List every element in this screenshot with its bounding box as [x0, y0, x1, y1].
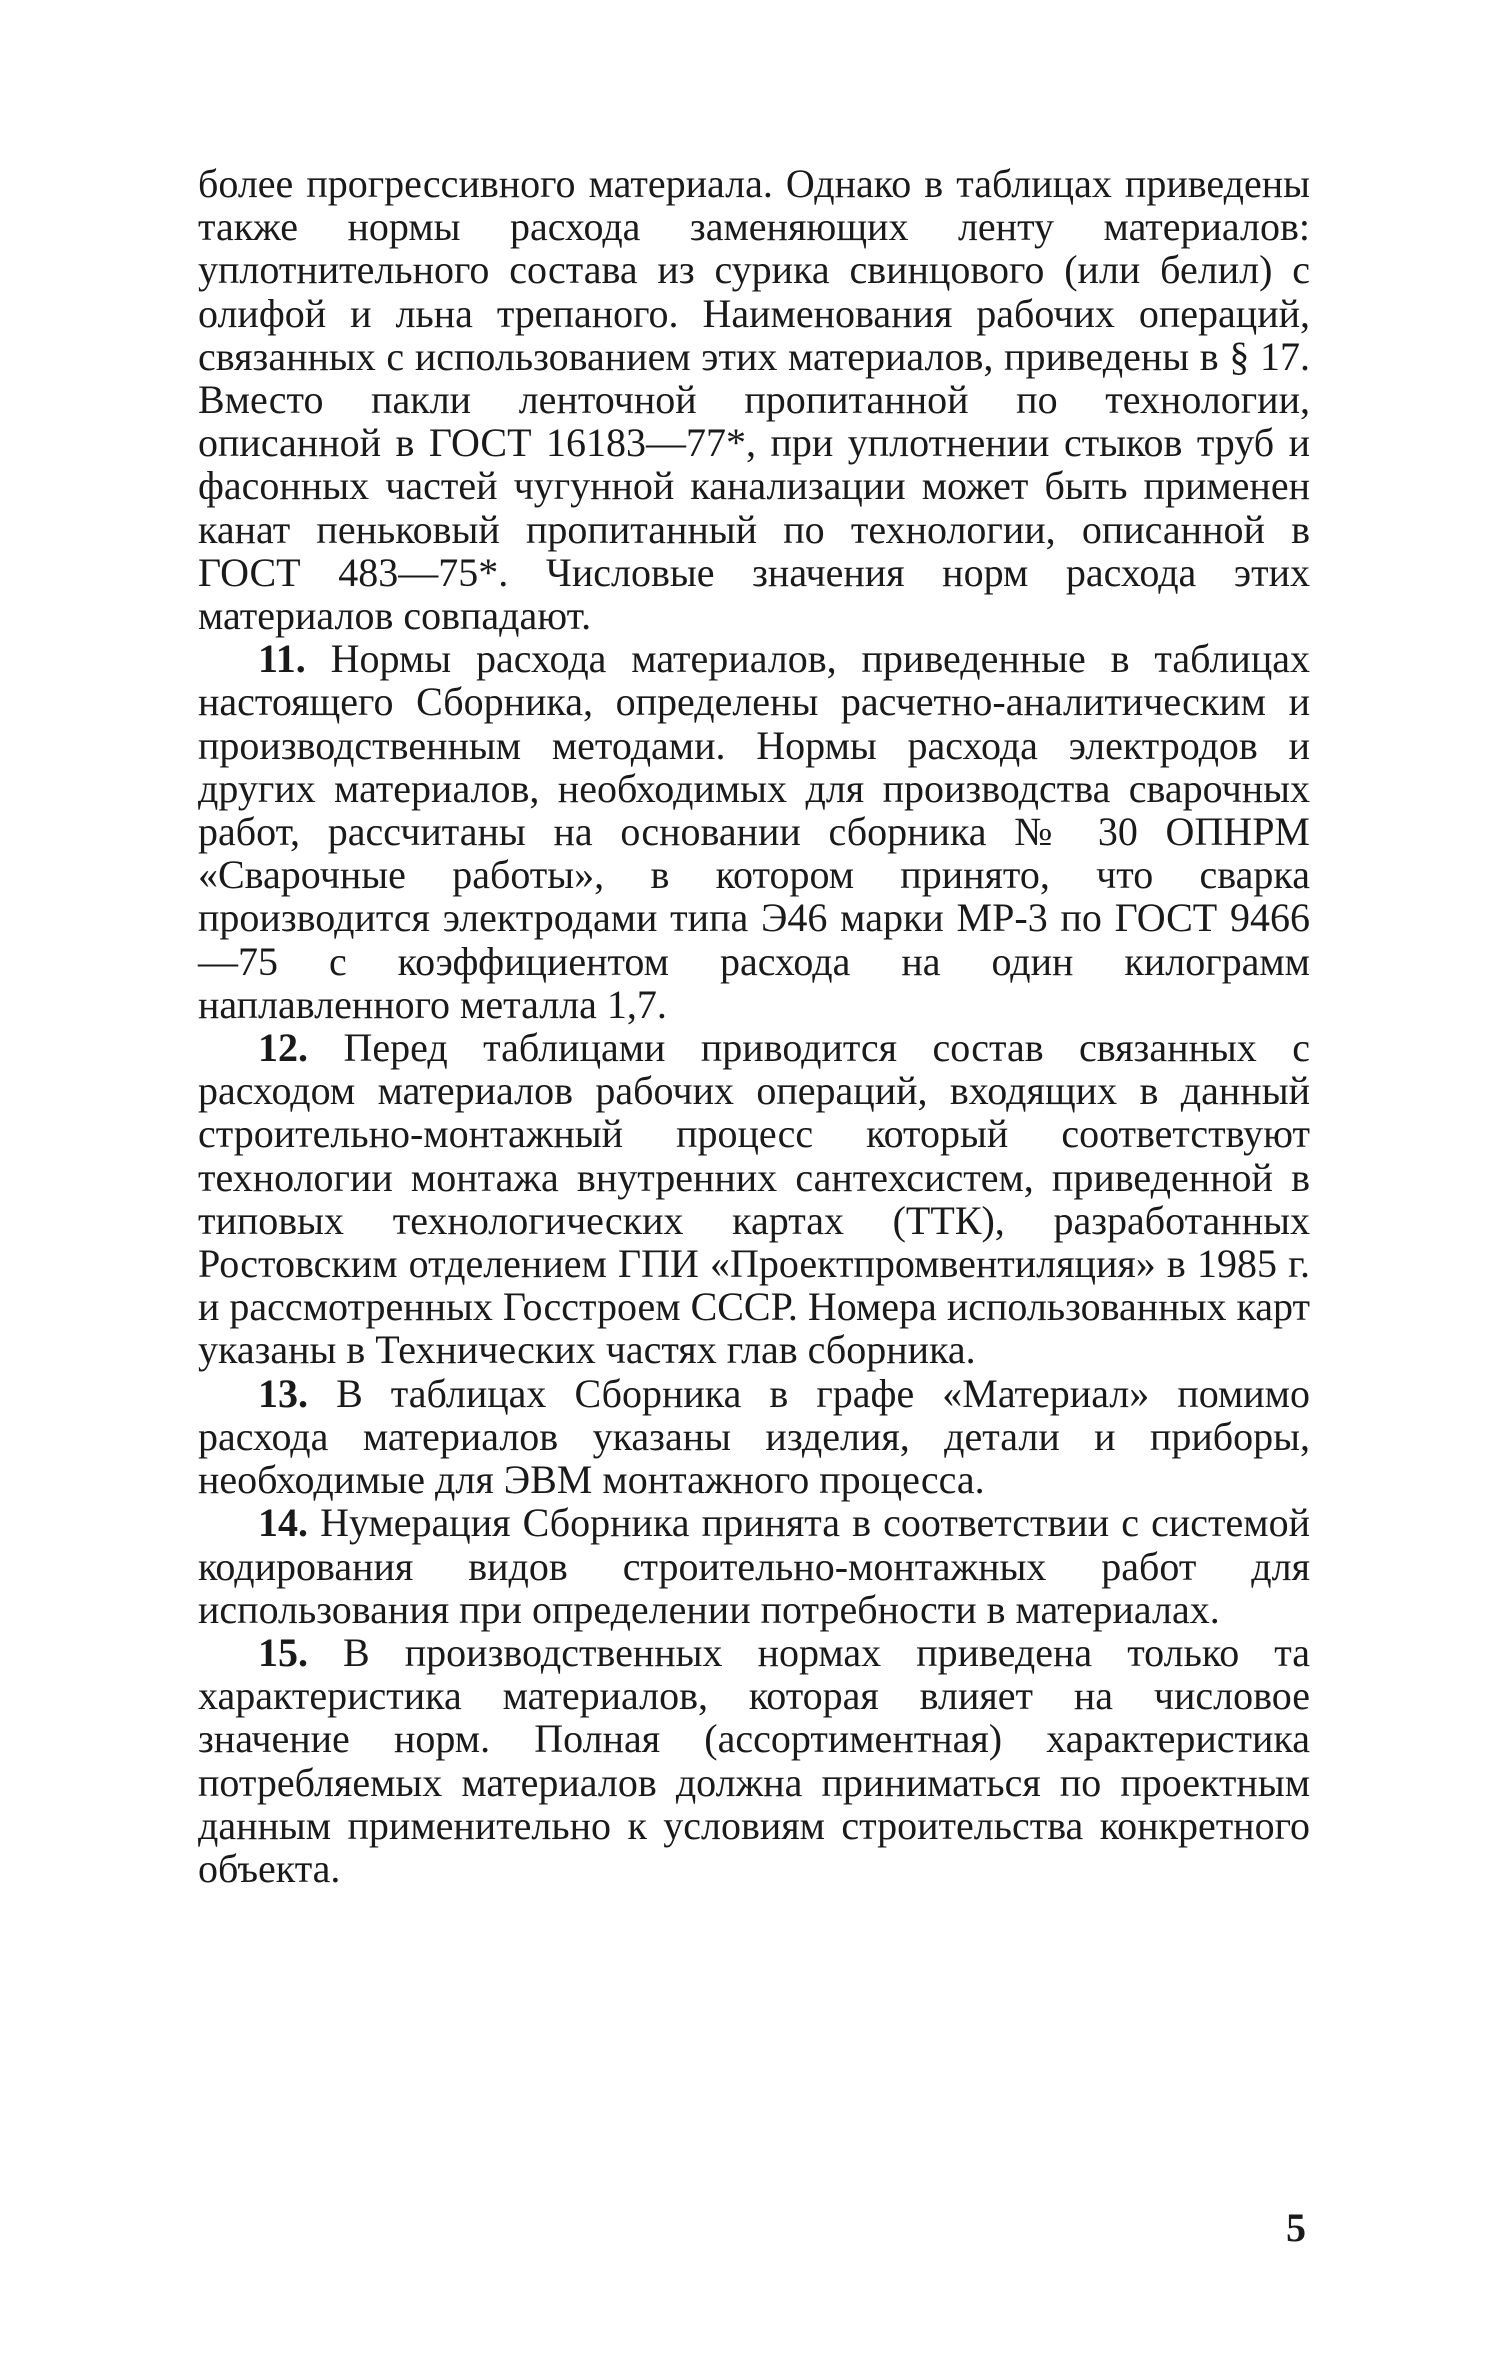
paragraph-text: В производственных нормах приведена только та характеристика материалов, которая влияет на числовое значение норм. Полная (ассортиментная) характеристика потребляемых материалов должна приниматься по проектным данным применительно к условиям строительства конкретного объекта.	[198, 1629, 1310, 1891]
paragraph-11	[198, 637, 1310, 1026]
paragraph-15	[198, 1631, 1310, 1890]
paragraph-continuation	[198, 162, 1310, 637]
page-number: 5	[1286, 2205, 1306, 2250]
paragraph-number: 12.	[258, 1025, 308, 1071]
paragraph-text: Нумерация Сборника принята в соответствии с системой кодирования видов строительно-монтажных работ для использования при определении потребности в материалах.	[198, 1500, 1311, 1632]
paragraph-number: 15.	[258, 1629, 308, 1675]
paragraph-13	[198, 1372, 1310, 1502]
paragraph-12	[198, 1026, 1310, 1372]
paragraph-14	[198, 1501, 1310, 1631]
paragraph-text: В таблицах Сборника в графе «Материал» помимо расхода материалов указаны изделия, детали и приборы, необходимые для ЭВМ монтажного процесса.	[198, 1370, 1310, 1503]
paragraph-text: более прогрессивного материала. Однако в таблицах приведены также нормы расхода заменяющих ленту материалов: уплотнительного состава из сурика свинцового (или белил) с олифой и льна трепаного. Наименования рабочих операций, связанных с использованием этих материалов, приведены в § 17. Вместо пакли ленточной пропитанной по технологии, описанной в ГОСТ 16183—77*, при уплотнении стыков труб и фасонных частей чугунной канализации может быть применен канат пеньковый пропитанный по технологии, описанной в ГОСТ 483—75*. Числовые значения норм расхода этих материалов совпадают.	[198, 161, 1310, 639]
paragraph-text: Нормы расхода материалов, приведенные в таблицах настоящего Сборника, определены расчетно-аналитическим и производственным методами. Нормы расхода электродов и других материалов, необходимых для производства сварочных работ, рассчитаны на основании сборника № 30 ОПНРМ «Сварочные работы», в котором принято, что сварка производится электродами типа Э46 марки МР-3 по ГОСТ 9466—75 с коэффициентом расхода на один килограмм наплавленного металла 1,7.	[198, 636, 1310, 1027]
paragraph-number: 11.	[258, 636, 306, 682]
paragraph-text: Перед таблицами приводится состав связанных с расходом материалов рабочих операций, входящих в данный строительно-монтажный процесс который соответствуют технологии монтажа внутренних сантехсистем, приведенной в типовых технологических картах (ТТК), разработанных Ростовским отделением ГПИ «Проектпромвентиляция» в 1985 г. и рассмотренных Госстроем СССР. Номера использованных карт указаны в Технических частях глав сборника.	[198, 1025, 1310, 1373]
paragraph-number: 14.	[258, 1500, 308, 1546]
paragraph-number: 13.	[258, 1370, 308, 1416]
page-body	[198, 162, 1310, 1890]
